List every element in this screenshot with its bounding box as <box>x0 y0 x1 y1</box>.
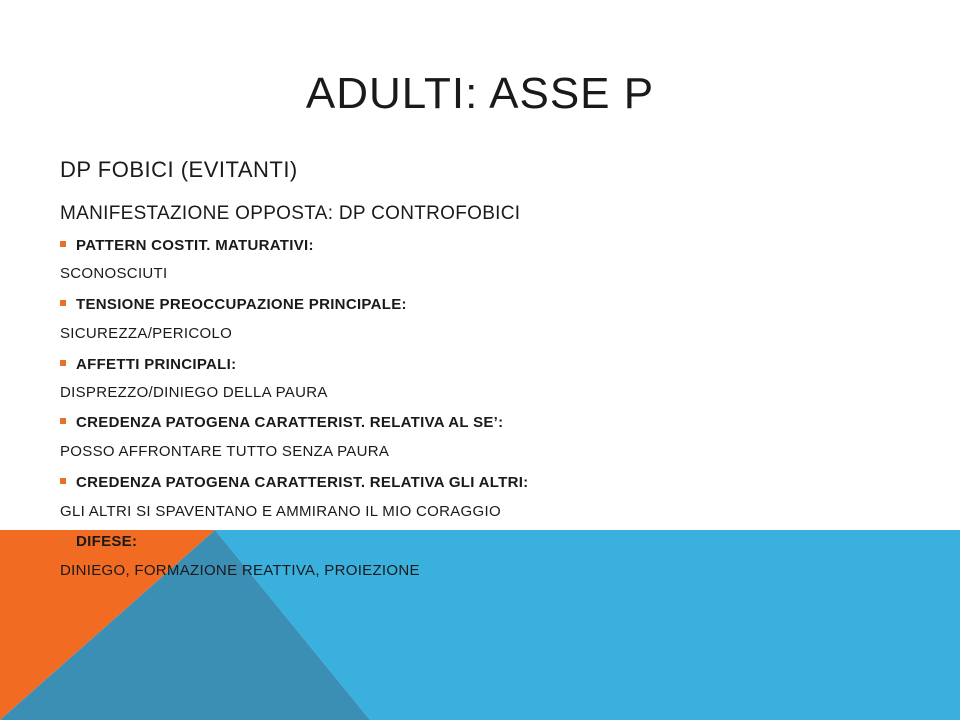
list-item-heading <box>60 411 503 435</box>
list-item-text: DISPREZZO/DINIEGO DELLA PAURA <box>60 384 328 401</box>
bullet-square-icon <box>60 478 66 484</box>
list-item-heading <box>60 293 407 317</box>
item-heading-label: PATTERN COSTIT. MATURATIVI: <box>76 237 314 254</box>
item-heading-label: CREDENZA PATOGENA CARATTERIST. RELATIVA GLI ALTRI: <box>76 474 529 491</box>
list-item-text: SCONOSCIUTI <box>60 265 168 282</box>
item-heading-label: CREDENZA PATOGENA CARATTERIST. RELATIVA AL SE’: <box>76 414 504 431</box>
list-item-heading <box>60 471 528 495</box>
list-item-text: GLI ALTRI SI SPAVENTANO E AMMIRANO IL MIO CORAGGIO <box>60 503 501 520</box>
bullet-square-icon <box>60 300 66 306</box>
list-item-text: POSSO AFFRONTARE TUTTO SENZA PAURA <box>60 443 390 460</box>
slide-subtitle: DP FOBICI (EVITANTI) <box>60 157 298 182</box>
list-item-text: SICUREZZA/PERICOLO <box>60 325 233 342</box>
list-item-heading <box>60 353 236 377</box>
bullet-square-icon <box>60 537 66 543</box>
item-heading-label: AFFETTI PRINCIPALI: <box>76 356 237 373</box>
slide-title: ADULTI: ASSE P <box>305 69 655 118</box>
list-item-heading <box>60 234 314 258</box>
item-heading-label: DIFESE: <box>76 533 138 550</box>
item-heading-label: TENSIONE PREOCCUPAZIONE PRINCIPALE: <box>76 296 407 313</box>
bullet-square-icon <box>60 360 66 366</box>
lead-text: MANIFESTAZIONE OPPOSTA: DP CONTROFOBICI <box>60 203 521 224</box>
list-item-text: DINIEGO, FORMAZIONE REATTIVA, PROIEZIONE <box>60 562 420 579</box>
bullet-square-icon <box>60 241 66 247</box>
list-item-heading <box>60 530 137 554</box>
bullet-square-icon <box>60 418 66 424</box>
